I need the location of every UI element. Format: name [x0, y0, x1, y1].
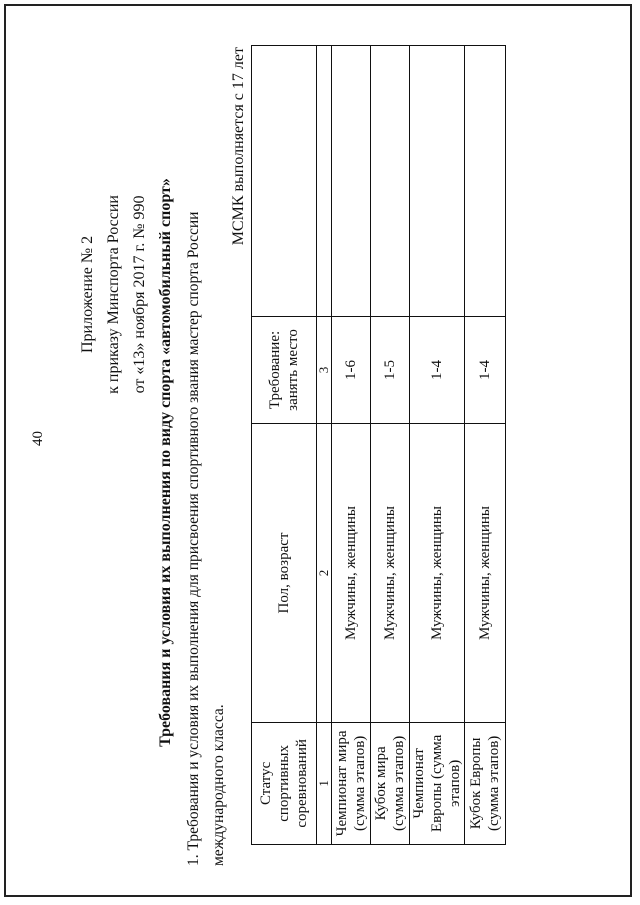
document-title: Требования и условия их выполнения по виду спорта «автомобильный спорт» [157, 178, 174, 747]
header-cell: Статус спортивных соревнований [252, 722, 317, 844]
table-cell [465, 46, 506, 317]
table-cell: 1-4 [465, 316, 506, 424]
table-cell: 1-5 [371, 316, 410, 424]
order-line: к приказу Минспорта России [105, 195, 122, 394]
column-number: 1 [317, 722, 332, 844]
table-cell: Мужчины, женщины [465, 424, 506, 722]
table-header-row [252, 46, 317, 845]
table-row [332, 46, 371, 845]
table-row [410, 46, 465, 845]
column-number [317, 46, 332, 317]
appendix-line: Приложение № 2 [79, 235, 96, 353]
intro-paragraph: 1. Требования и условия их выполнения для присвоения спортивного звания мастер спорта России международного класса. [185, 211, 227, 866]
table-cell: Кубок Европы (сумма этапов) [465, 722, 506, 844]
page-number: 40 [30, 431, 46, 446]
table-cell: Мужчины, женщины [371, 424, 410, 722]
header-cell: Пол, возраст [252, 424, 317, 722]
table-cell: 1-6 [332, 316, 371, 424]
table-cell: Чемпионат мира (сумма этапов) [332, 722, 371, 844]
requirements-table [251, 45, 506, 845]
column-number-row [317, 46, 332, 845]
table-cell: Мужчины, женщины [410, 424, 465, 722]
date-line: от «13» ноября 2017 г. № 990 [131, 195, 148, 394]
table-cell [410, 46, 465, 317]
column-number: 2 [317, 424, 332, 722]
appendix-header [75, 195, 153, 394]
rotated-content [55, 45, 515, 880]
mcmk-age-note: МСМК выполняется с 17 лет [230, 47, 247, 246]
column-number: 3 [317, 316, 332, 424]
header-cell [252, 46, 317, 317]
table-cell [332, 46, 371, 317]
table-cell [371, 46, 410, 317]
table-row [465, 46, 506, 845]
table-cell: Кубок мира (сумма этапов) [371, 722, 410, 844]
table-cell: Мужчины, женщины [332, 424, 371, 722]
table-row [371, 46, 410, 845]
table-cell: Чемпионат Европы (сумма этапов) [410, 722, 465, 844]
header-cell: Требование: занять место [252, 316, 317, 424]
table-cell: 1-4 [410, 316, 465, 424]
